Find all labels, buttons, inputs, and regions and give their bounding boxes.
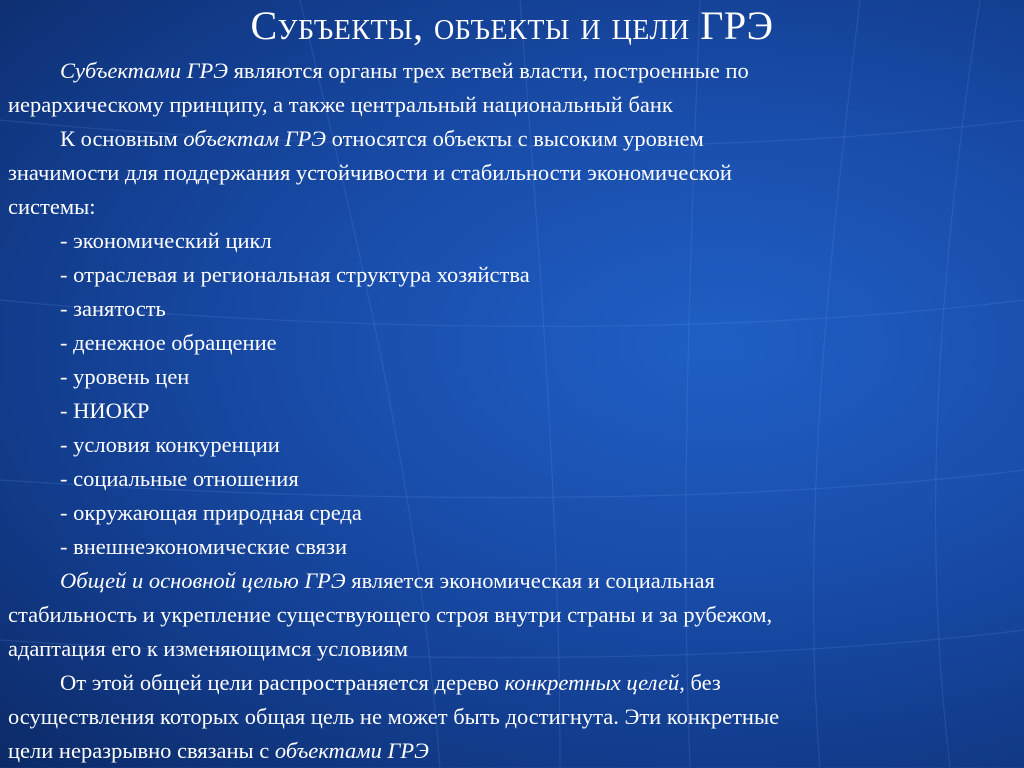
p4-emphasis-2: объектами ГРЭ: [274, 738, 429, 763]
list-item: - социальные отношения: [60, 466, 299, 491]
p3-line-3: адаптация его к изменяющимся условиям: [8, 636, 408, 661]
p4-text-1b: , без: [679, 670, 721, 695]
p3-line-1: [8, 564, 1016, 598]
p1-line-2: иерархическому принципу, а также центральный национальный банк: [8, 92, 673, 117]
p3-line-2: стабильность и укрепление существующего строя внутри страны и за рубежом,: [8, 602, 773, 627]
p4-text-1a: От этой общей цели распространяется дерево: [60, 670, 505, 695]
list-item: - НИОКР: [60, 398, 150, 423]
slide-title: Субъекты, объекты и цели ГРЭ: [250, 3, 774, 48]
list-item: - экономический цикл: [60, 228, 272, 253]
p3-text-1: является экономическая и социальная: [345, 568, 715, 593]
p2-emphasis: объектам ГРЭ: [183, 126, 327, 151]
p1-emphasis: Субъектами ГРЭ: [60, 58, 228, 83]
p2-line-3: системы:: [8, 194, 96, 219]
list-item: - занятость: [60, 296, 166, 321]
p2-text-1b: относятся объекты с высоким уровнем: [326, 126, 704, 151]
p4-line-1: [8, 666, 1016, 700]
p2-line-1: [8, 122, 1016, 156]
p2-text-1a: К основным: [60, 126, 184, 151]
p4-line-2: осуществления которых общая цель не может быть достигнута. Эти конкретные: [8, 704, 780, 729]
list-item: - уровень цен: [60, 364, 190, 389]
p1-line-1: [8, 54, 1016, 88]
p4-emphasis-1: конкретных целей: [504, 670, 680, 695]
list-item: - отраслевая и региональная структура хозяйства: [60, 262, 530, 287]
list-item: - окружающая природная среда: [60, 500, 362, 525]
p2-line-2: значимости для поддержания устойчивости и стабильности экономической: [8, 160, 732, 185]
slide-body: [8, 54, 1016, 768]
list-item: - условия конкуренции: [60, 432, 280, 457]
p4-text-3a: цели неразрывно связаны с: [8, 738, 275, 763]
p3-emphasis: Общей и основной целью ГРЭ: [60, 568, 346, 593]
list-item: - внешнеэкономические связи: [60, 534, 347, 559]
list-item: - денежное обращение: [60, 330, 277, 355]
p4-line-3: [8, 734, 1016, 768]
p1-text-1: являются органы трех ветвей власти, построенные по: [227, 58, 749, 83]
